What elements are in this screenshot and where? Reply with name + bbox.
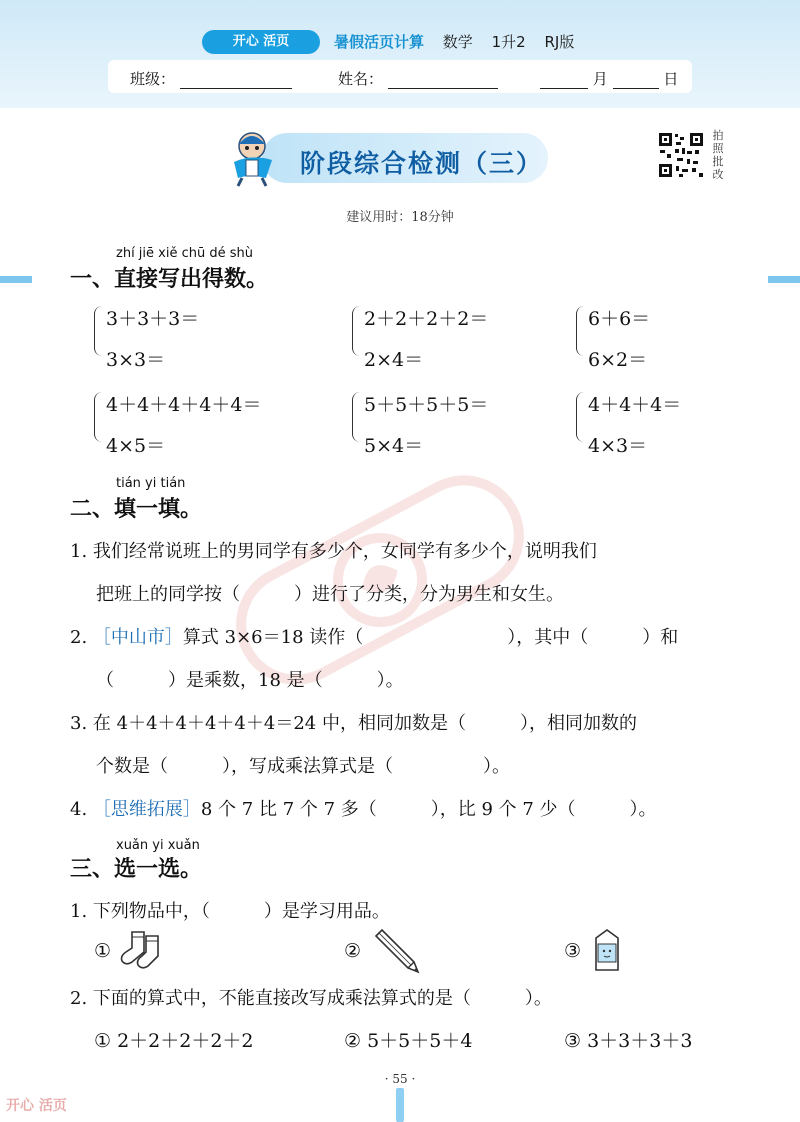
brand-logo: 开心 活页: [202, 30, 320, 54]
brace: [352, 392, 363, 442]
section1-heading: 一、直接写出得数。: [70, 266, 269, 292]
name-label: 姓名：: [338, 70, 384, 88]
class-label: 班级：: [130, 70, 176, 88]
thinking-tag: ［思维拓展］: [92, 799, 201, 820]
question-text: 2. 下面的算式中，不能直接改写成乘法算式的是（ ）。: [70, 988, 552, 1009]
equation: 4×5＝: [106, 435, 166, 457]
class-field[interactable]: [180, 72, 292, 89]
brace: [576, 392, 587, 442]
student-info-bar: [108, 60, 692, 93]
footer-logo: 开心 活页: [6, 1098, 67, 1114]
equation: 4＋4＋4＋4＋4＝: [106, 394, 262, 416]
option-label[interactable]: ③: [564, 940, 582, 962]
book-title: 暑假活页计算: [334, 33, 425, 51]
equation: 2＋2＋2＋2＝: [364, 308, 489, 330]
option-label[interactable]: ② 5＋5＋5＋4: [344, 1030, 473, 1052]
option-label[interactable]: ① 2＋2＋2＋2＋2: [94, 1030, 254, 1052]
section2-heading: 二、填一填。: [70, 496, 203, 522]
suggested-time: 建议用时：18分钟: [346, 210, 454, 225]
equation: 6＋6＝: [588, 308, 651, 330]
equation: 2×4＝: [364, 349, 424, 371]
milk-carton-icon: [592, 926, 622, 972]
month-label: 月: [592, 70, 608, 88]
equation: 5＋5＋5＋5＝: [364, 394, 489, 416]
section3-pinyin: xuǎn yi xuǎn: [116, 838, 200, 853]
region-tag: ［中山市］: [92, 627, 183, 648]
option-label[interactable]: ②: [344, 940, 362, 962]
equation: 4＋4＋4＝: [588, 394, 682, 416]
brace: [352, 306, 363, 356]
brace: [94, 306, 105, 356]
option-label[interactable]: ①: [94, 940, 112, 962]
page-number: · 55 ·: [384, 1072, 416, 1086]
page-title: 阶段综合检测（三）: [300, 149, 544, 178]
question-text: （ ）是乘数，18 是（ ）。: [96, 670, 404, 691]
section2-pinyin: tián yi tián: [116, 476, 186, 491]
header-title: [334, 31, 588, 52]
edition: RJ版: [544, 33, 575, 51]
question-text: 1. 下列物品中，（ ）是学习用品。: [70, 901, 390, 922]
subject: 数学: [442, 33, 473, 51]
question-text: 2. ［中山市］算式 3×6＝18 读作（ ），其中（ ）和: [70, 627, 679, 648]
month-field[interactable]: [540, 72, 588, 89]
question-text: 个数是（ ），写成乘法算式是（ ）。: [96, 756, 510, 777]
socks-icon: [118, 928, 170, 972]
equation: 5×4＝: [364, 435, 424, 457]
question-text: 4. ［思维拓展］8 个 7 比 7 个 7 多（ ），比 9 个 7 少（ ）。: [70, 799, 657, 820]
qr-code-icon[interactable]: [657, 131, 705, 179]
question-text: 1. 我们经常说班上的男同学有多少个，女同学有多少个，说明我们: [70, 541, 597, 562]
grade: 1升2: [491, 33, 526, 51]
brace: [94, 392, 105, 442]
section1-pinyin: zhí jiē xiě chū dé shù: [116, 246, 253, 261]
qr-caption: 拍 照 批 改: [712, 129, 724, 181]
brace: [576, 306, 587, 356]
day-field[interactable]: [613, 72, 659, 89]
equation: 4×3＝: [588, 435, 648, 457]
name-field[interactable]: [388, 72, 498, 89]
mascot-icon: [222, 126, 284, 188]
right-edge-marker: [768, 276, 800, 283]
bottom-bar: [396, 1088, 404, 1122]
question-text: 把班上的同学按（ ）进行了分类，分为男生和女生。: [96, 584, 564, 605]
equation: 3×3＝: [106, 349, 166, 371]
question-text: 3. 在 4＋4＋4＋4＋4＋4＝24 中，相同加数是（ ），相同加数的: [70, 713, 637, 734]
section3-heading: 三、选一选。: [70, 856, 203, 882]
equation: 3＋3＋3＝: [106, 308, 200, 330]
equation: 6×2＝: [588, 349, 648, 371]
pencil-icon: [372, 926, 422, 976]
day-label: 日: [663, 70, 679, 88]
option-label[interactable]: ③ 3＋3＋3＋3: [564, 1030, 693, 1052]
left-edge-marker: [0, 276, 32, 283]
